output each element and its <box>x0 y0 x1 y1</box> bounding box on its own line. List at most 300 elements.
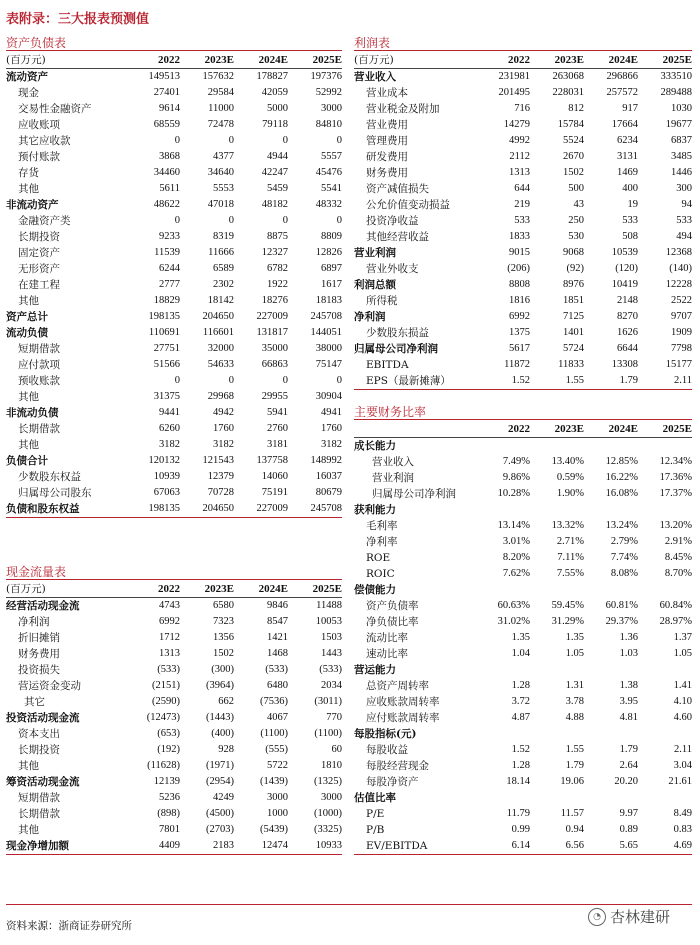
cell-value: 52992 <box>315 87 342 98</box>
cell-value: 201495 <box>498 87 530 98</box>
table-row <box>6 373 342 389</box>
cell-value: 0 <box>282 135 288 146</box>
cell-value: 4377 <box>213 151 234 162</box>
cell-value: 2112 <box>509 151 530 162</box>
cell-value: 3.95 <box>619 696 638 707</box>
cell-value: 34640 <box>207 167 234 178</box>
table-header-row <box>6 581 342 598</box>
year-header: 2025E <box>288 52 342 69</box>
row-label: 投资活动现金流 <box>6 712 80 724</box>
table-row <box>6 453 342 469</box>
row-label: 投资净收益 <box>366 215 419 227</box>
cell-value: 0 <box>228 375 234 386</box>
year-header: 2022 <box>126 52 180 69</box>
cell-value: 116601 <box>202 327 234 338</box>
row-label: 营业收入 <box>354 71 396 83</box>
cell-value: 1816 <box>509 295 530 306</box>
cell-value: 6.14 <box>476 838 530 855</box>
cell-value: (1000) <box>314 808 342 819</box>
cell-value: 8.49 <box>673 808 692 819</box>
income-statement-rule <box>354 50 692 51</box>
cell-value: 144051 <box>310 327 342 338</box>
row-label: 应付款项 <box>18 359 60 371</box>
row-label: 每股经营现金 <box>366 760 429 772</box>
cell-value: 1.55 <box>565 744 584 755</box>
row-label: 流动比率 <box>366 632 408 644</box>
row-label: 成长能力 <box>354 440 396 452</box>
table-row <box>354 582 692 598</box>
cell-value: (92) <box>566 263 584 274</box>
cell-value: 2148 <box>617 295 638 306</box>
cell-value <box>530 582 584 598</box>
cell-value: 48622 <box>153 199 180 210</box>
cell-value: 7.74% <box>610 552 638 563</box>
row-label: 公允价值变动损益 <box>366 199 450 211</box>
table-row <box>354 566 692 582</box>
cell-value: 4941 <box>321 407 342 418</box>
cell-value: 1.90% <box>556 488 584 499</box>
cell-value: 533 <box>676 215 692 226</box>
cell-value: 1.35 <box>511 632 530 643</box>
row-label: 预付账款 <box>18 151 60 163</box>
cell-value: (3325) <box>314 824 342 835</box>
cell-value: 67063 <box>153 487 180 498</box>
logo-text: 杏林建研 <box>610 908 671 926</box>
cell-value: 12.85% <box>605 456 638 467</box>
cell-value: 1922 <box>267 279 288 290</box>
cell-value: 716 <box>514 103 530 114</box>
cell-value: 6837 <box>671 135 692 146</box>
year-header: 2022 <box>476 421 530 438</box>
cell-value: 75147 <box>315 359 342 370</box>
cell-value: 31.02% <box>497 616 530 627</box>
table-row <box>354 69 692 86</box>
cell-value: 1833 <box>509 231 530 242</box>
cell-value: 1401 <box>563 327 584 338</box>
cell-value: 1503 <box>321 632 342 643</box>
cell-value: 94 <box>681 199 692 210</box>
cell-value: (192) <box>157 744 180 755</box>
cell-value: 2777 <box>159 279 180 290</box>
row-label: P/E <box>366 808 385 820</box>
cell-value: 227009 <box>234 501 288 518</box>
row-label: 其他 <box>18 295 39 307</box>
cell-value: 12139 <box>153 776 180 787</box>
row-label: 经营活动现金流 <box>6 600 80 612</box>
cell-value: (12473) <box>146 712 180 723</box>
cell-value: 4249 <box>213 792 234 803</box>
table-row <box>6 277 342 293</box>
cell-value: 7798 <box>671 343 692 354</box>
cell-value: 0.59% <box>556 472 584 483</box>
table-row <box>6 101 342 117</box>
row-label: 营业外收支 <box>366 263 419 275</box>
table-row <box>354 502 692 518</box>
row-label: 其它应收款 <box>18 135 71 147</box>
cell-value: 9015 <box>509 247 530 258</box>
cell-value: 19 <box>627 199 638 210</box>
table-row <box>6 85 342 101</box>
table-row <box>6 469 342 485</box>
cell-value: 1.28 <box>511 680 530 691</box>
cell-value: (898) <box>157 808 180 819</box>
cell-value: 4067 <box>267 712 288 723</box>
cell-value: 42247 <box>261 167 288 178</box>
table-row <box>6 117 342 133</box>
cell-value: 4942 <box>213 407 234 418</box>
cell-value: 5553 <box>213 183 234 194</box>
table-row <box>354 261 692 277</box>
year-header: 2023E <box>180 581 234 598</box>
cell-value: 12474 <box>234 838 288 855</box>
balance-sheet-rule <box>6 50 342 51</box>
cell-value: 300 <box>676 183 692 194</box>
cell-value: 17.36% <box>659 472 692 483</box>
cell-value: (4500) <box>206 808 234 819</box>
row-label: 财务费用 <box>366 167 408 179</box>
cell-value: 5617 <box>509 343 530 354</box>
table-row <box>6 149 342 165</box>
row-label: 每股收益 <box>366 744 408 756</box>
cell-value: 1.38 <box>619 680 638 691</box>
cell-value: 508 <box>622 231 638 242</box>
cell-value: 1030 <box>671 103 692 114</box>
cell-value: 2.11 <box>674 744 692 755</box>
table-row <box>6 806 342 822</box>
cell-value: 1.28 <box>511 760 530 771</box>
row-label: 其他 <box>18 760 39 772</box>
cell-value <box>638 662 692 678</box>
footer-rule <box>6 904 692 905</box>
cell-value: 4.88 <box>565 712 584 723</box>
cell-value: 27751 <box>153 343 180 354</box>
cell-value: 31375 <box>153 391 180 402</box>
cell-value: 8270 <box>617 311 638 322</box>
cell-value: 219 <box>514 199 530 210</box>
cell-value: 204650 <box>202 311 234 322</box>
cell-value: 131817 <box>256 327 288 338</box>
table-row <box>354 806 692 822</box>
table-row <box>354 518 692 534</box>
cell-value: 5941 <box>267 407 288 418</box>
cell-value: 11872 <box>504 359 530 370</box>
cell-value: 6480 <box>267 680 288 691</box>
cell-value: 3000 <box>321 103 342 114</box>
year-header: 2025E <box>638 421 692 438</box>
row-label: ROE <box>366 552 391 564</box>
cell-value: 51566 <box>153 359 180 370</box>
cell-value: 19.06 <box>560 776 584 787</box>
row-label: 估值比率 <box>354 792 396 804</box>
cell-value: 1.31 <box>565 680 584 691</box>
cell-value <box>584 502 638 518</box>
cell-value: 9846 <box>267 600 288 611</box>
cell-value: 12368 <box>665 247 692 258</box>
row-label: 每股指标(元) <box>354 728 417 740</box>
year-header: 2025E <box>638 52 692 69</box>
cell-value: (2703) <box>206 824 234 835</box>
unit-label: (百万元) <box>6 581 126 598</box>
cell-value: 2.71% <box>556 536 584 547</box>
income-statement-table <box>354 52 692 390</box>
cell-value: 10539 <box>611 247 638 258</box>
cell-value: 3.72 <box>511 696 530 707</box>
cell-value: 662 <box>218 696 234 707</box>
table-row <box>354 133 692 149</box>
cell-value: 31.29% <box>551 616 584 627</box>
cell-value: 5.65 <box>584 838 638 855</box>
cell-value: 47018 <box>207 199 234 210</box>
cell-value: 1375 <box>509 327 530 338</box>
table-row <box>354 213 692 229</box>
cell-value: 5557 <box>321 151 342 162</box>
row-label: 流动负债 <box>6 327 48 339</box>
cell-value: 263068 <box>552 71 584 82</box>
table-row <box>354 710 692 726</box>
cell-value: (653) <box>157 728 180 739</box>
cell-value: 8976 <box>563 279 584 290</box>
cell-value: 1.52 <box>476 373 530 390</box>
cell-value: 4743 <box>159 600 180 611</box>
cell-value: (533) <box>265 664 288 675</box>
cell-value: 1356 <box>213 632 234 643</box>
row-label: 少数股东权益 <box>18 471 81 483</box>
cell-value <box>638 438 692 455</box>
cell-value: 1760 <box>321 423 342 434</box>
cell-value: 29584 <box>207 87 234 98</box>
cell-value: 1909 <box>671 327 692 338</box>
table-row <box>6 742 342 758</box>
table-header-row <box>354 52 692 69</box>
cell-value: 8.20% <box>502 552 530 563</box>
table-row <box>6 197 342 213</box>
cell-value: 29968 <box>207 391 234 402</box>
row-label: 长期投资 <box>18 744 60 756</box>
cell-value: 1.52 <box>511 744 530 755</box>
cell-value: 3000 <box>321 792 342 803</box>
row-label: 其他 <box>18 439 39 451</box>
cell-value: 5541 <box>321 183 342 194</box>
cell-value: 20.20 <box>614 776 638 787</box>
cell-value: 7.11% <box>557 552 584 563</box>
year-header: 2024E <box>234 581 288 598</box>
row-label: 资产总计 <box>6 311 48 323</box>
cell-value: 30904 <box>315 391 342 402</box>
cell-value: 10933 <box>288 838 342 855</box>
cell-value: 204650 <box>180 501 234 518</box>
cell-value: 1.36 <box>619 632 638 643</box>
row-label: 资本支出 <box>18 728 60 740</box>
cell-value: 0 <box>282 215 288 226</box>
row-label: 流动资产 <box>6 71 48 83</box>
cell-value: 21.61 <box>668 776 692 787</box>
cell-value: 1.37 <box>673 632 692 643</box>
cell-value: 48332 <box>315 199 342 210</box>
row-label: 现金 <box>18 87 39 99</box>
cell-value: (2954) <box>206 776 234 787</box>
cell-value: 84810 <box>315 119 342 130</box>
cell-value: 15784 <box>557 119 584 130</box>
cell-value: (11628) <box>147 760 180 771</box>
cell-value: 75191 <box>261 487 288 498</box>
cell-value: (300) <box>211 664 234 675</box>
cell-value: 42059 <box>261 87 288 98</box>
table-row <box>6 357 342 373</box>
row-label: 每股净资产 <box>366 776 419 788</box>
cell-value: 3182 <box>213 439 234 450</box>
row-label: 折旧摊销 <box>18 632 60 644</box>
cell-value: 2760 <box>267 423 288 434</box>
cell-value: 38000 <box>315 343 342 354</box>
ratios-title: 主要财务比率 <box>354 405 427 419</box>
cell-value: 6992 <box>509 311 530 322</box>
cell-value: 3181 <box>267 439 288 450</box>
row-label: 营运资金变动 <box>18 680 81 692</box>
cell-value <box>638 502 692 518</box>
cell-value: 0.99 <box>511 824 530 835</box>
cell-value: 2670 <box>563 151 584 162</box>
cell-value: 3131 <box>617 151 638 162</box>
row-label: 财务费用 <box>18 648 60 660</box>
cell-value: 197376 <box>310 71 342 82</box>
cell-value: 11000 <box>208 103 234 114</box>
balance-sheet-title: 资产负债表 <box>6 36 67 50</box>
cell-value: 29955 <box>261 391 288 402</box>
cell-value: 770 <box>326 712 342 723</box>
row-label: 所得税 <box>366 295 398 307</box>
table-row <box>6 774 342 790</box>
cash-flow-title: 现金流量表 <box>6 565 67 579</box>
cell-value: 8319 <box>213 231 234 242</box>
table-row <box>6 694 342 710</box>
cell-value: 6992 <box>159 616 180 627</box>
row-label: 长期借款 <box>18 808 60 820</box>
table-row <box>6 598 342 615</box>
cell-value: 16.08% <box>605 488 638 499</box>
table-row <box>354 838 692 855</box>
cell-value: 60.63% <box>497 600 530 611</box>
cell-value: 54633 <box>207 359 234 370</box>
table-row <box>6 662 342 678</box>
cell-value <box>584 438 638 455</box>
year-header: 2022 <box>476 52 530 69</box>
row-label: 短期借款 <box>18 343 60 355</box>
table-row <box>6 405 342 421</box>
page-title: 表附录：三大报表预测值 <box>6 12 150 27</box>
cell-value: 6580 <box>213 600 234 611</box>
cell-value: 1626 <box>617 327 638 338</box>
cell-value: 13.20% <box>659 520 692 531</box>
cell-value: 1502 <box>213 648 234 659</box>
table-row <box>354 181 692 197</box>
cell-value: 9233 <box>159 231 180 242</box>
row-label: 在建工程 <box>18 279 60 291</box>
row-label: 无形资产 <box>18 263 60 275</box>
cell-value: 4.60 <box>673 712 692 723</box>
cell-value: 2522 <box>671 295 692 306</box>
cell-value: 45476 <box>315 167 342 178</box>
cell-value: 1760 <box>213 423 234 434</box>
row-label: 营运能力 <box>354 664 396 676</box>
cell-value: 13.14% <box>497 520 530 531</box>
cell-value <box>638 726 692 742</box>
table-row <box>354 101 692 117</box>
cell-value: 6234 <box>617 135 638 146</box>
table-row <box>354 357 692 373</box>
cell-value: 66863 <box>261 359 288 370</box>
cell-value: 8.08% <box>610 568 638 579</box>
row-label: ROIC <box>366 568 395 580</box>
cell-value: 494 <box>676 231 692 242</box>
row-label: 长期借款 <box>18 423 60 435</box>
ratios-table <box>354 421 692 855</box>
cell-value: 245708 <box>288 501 342 518</box>
cell-value: 296866 <box>606 71 638 82</box>
cell-value: 0 <box>336 135 342 146</box>
row-label: 现金净增加额 <box>6 838 126 855</box>
cell-value: 2183 <box>180 838 234 855</box>
year-header: 2024E <box>584 421 638 438</box>
cell-value: 5524 <box>563 135 584 146</box>
cell-value: 32000 <box>207 343 234 354</box>
cell-value: 13.32% <box>551 520 584 531</box>
cell-value: 533 <box>622 215 638 226</box>
table-row <box>6 630 342 646</box>
row-label: 少数股东损益 <box>366 327 429 339</box>
logo <box>588 906 670 927</box>
table-row <box>6 261 342 277</box>
cell-value: 13.40% <box>551 456 584 467</box>
cell-value: 3000 <box>267 792 288 803</box>
cell-value: 928 <box>218 744 234 755</box>
cell-value: 121543 <box>202 455 234 466</box>
cell-value: 18183 <box>315 295 342 306</box>
cell-value: 4944 <box>267 151 288 162</box>
year-header: 2023E <box>180 52 234 69</box>
cell-value: 400 <box>622 183 638 194</box>
row-label: 资产负债率 <box>366 600 419 612</box>
table-row <box>354 726 692 742</box>
row-label: 负债和股东权益 <box>6 501 126 518</box>
cell-value: 9707 <box>671 311 692 322</box>
cell-value: 1851 <box>563 295 584 306</box>
table-row <box>354 309 692 325</box>
row-label: 偿债能力 <box>354 584 396 596</box>
cell-value: 12379 <box>207 471 234 482</box>
cell-value <box>530 662 584 678</box>
cell-value: (1971) <box>206 760 234 771</box>
row-label: 非流动资产 <box>6 199 59 211</box>
cell-value: 12826 <box>315 247 342 258</box>
cell-value: 7.55% <box>556 568 584 579</box>
row-label: 存货 <box>18 167 39 179</box>
cell-value: (533) <box>157 664 180 675</box>
cell-value: 10.28% <box>497 488 530 499</box>
cell-value: (555) <box>265 744 288 755</box>
table-row <box>354 454 692 470</box>
row-label: 营业费用 <box>366 119 408 131</box>
cell-value: 2.64 <box>619 760 638 771</box>
cell-value: 1469 <box>617 167 638 178</box>
cell-value: 0 <box>174 375 180 386</box>
cell-value: 1.05 <box>565 648 584 659</box>
cell-value: 11.57 <box>560 808 584 819</box>
cell-value <box>476 502 530 518</box>
cell-value: 12.34% <box>659 456 692 467</box>
table-row <box>6 341 342 357</box>
cell-value: 5236 <box>159 792 180 803</box>
cell-value: (1325) <box>314 776 342 787</box>
